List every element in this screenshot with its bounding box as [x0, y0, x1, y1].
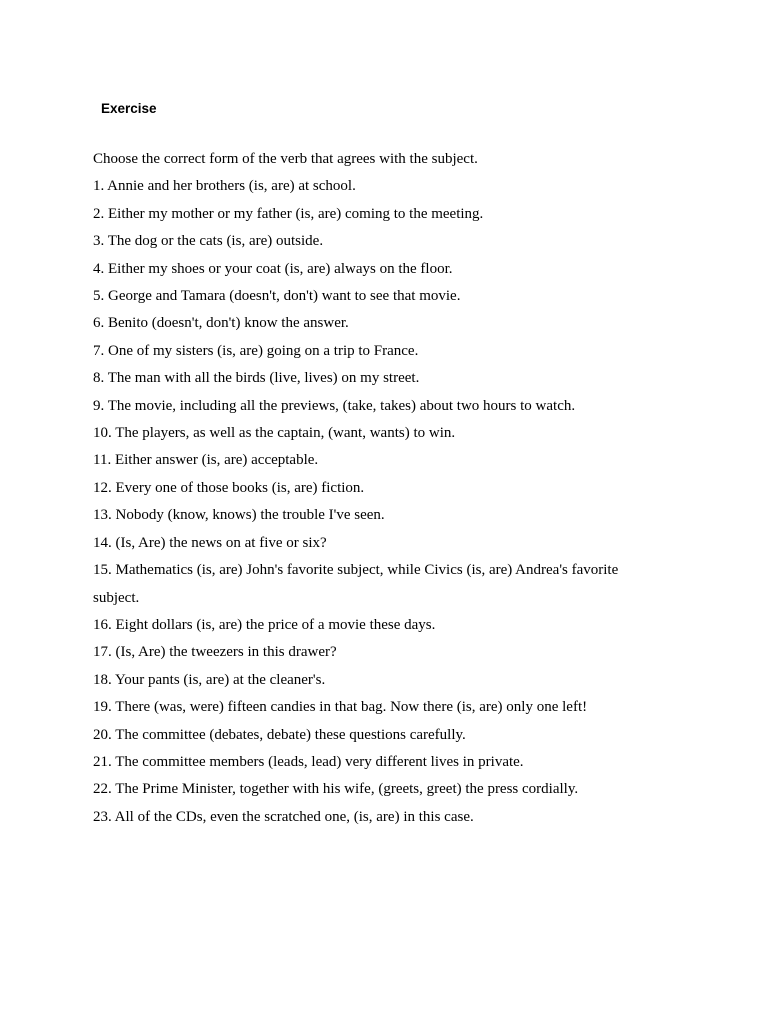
exercise-item: 21. The committee members (leads, lead) very different lives in private. [93, 753, 524, 770]
exercise-item: 3. The dog or the cats (is, are) outside. [93, 233, 324, 250]
exercise-item: 20. The committee (debates, debate) these questions carefully. [93, 726, 466, 743]
exercise-item: 10. The players, as well as the captain, (want, wants) to win. [93, 425, 456, 442]
exercise-item: 8. The man with all the birds (live, lives) on my street. [93, 370, 420, 387]
exercise-item: 7. One of my sisters (is, are) going on a trip to France. [93, 342, 419, 359]
exercise-item: 5. George and Tamara (doesn't, don't) want to see that movie. [93, 288, 461, 305]
exercise-item: 11. Either answer (is, are) acceptable. [93, 452, 319, 469]
exercise-heading: Exercise [101, 101, 157, 116]
exercise-item: 16. Eight dollars (is, are) the price of a movie these days. [93, 616, 436, 633]
exercise-item-continuation: subject. [93, 589, 140, 606]
exercise-item: 23. All of the CDs, even the scratched one, (is, are) in this case. [93, 808, 474, 825]
exercise-item: 19. There (was, were) fifteen candies in that bag. Now there (is, are) only one left! [93, 699, 588, 716]
exercise-item: 2. Either my mother or my father (is, are) coming to the meeting. [93, 205, 484, 222]
exercise-item: 4. Either my shoes or your coat (is, are) always on the floor. [93, 260, 453, 277]
exercise-item: 1. Annie and her brothers (is, are) at school. [93, 178, 356, 195]
exercise-item: 13. Nobody (know, knows) the trouble I've seen. [93, 507, 385, 524]
exercise-item: 15. Mathematics (is, are) John's favorite subject, while Civics (is, are) Andrea's favorite [93, 562, 619, 579]
exercise-item: 6. Benito (doesn't, don't) know the answer. [93, 315, 349, 332]
exercise-item: 12. Every one of those books (is, are) fiction. [93, 479, 365, 496]
exercise-item: 9. The movie, including all the previews, (take, takes) about two hours to watch. [93, 397, 576, 414]
instructions: Choose the correct form of the verb that agrees with the subject. [93, 151, 478, 167]
exercise-item: 18. Your pants (is, are) at the cleaner's. [93, 671, 326, 688]
exercise-item: 22. The Prime Minister, together with his wife, (greets, greet) the press cordially. [93, 781, 579, 798]
exercise-item: 14. (Is, Are) the news on at five or six? [93, 534, 327, 551]
exercise-body [93, 146, 653, 831]
exercise-item: 17. (Is, Are) the tweezers in this drawer? [93, 644, 337, 661]
